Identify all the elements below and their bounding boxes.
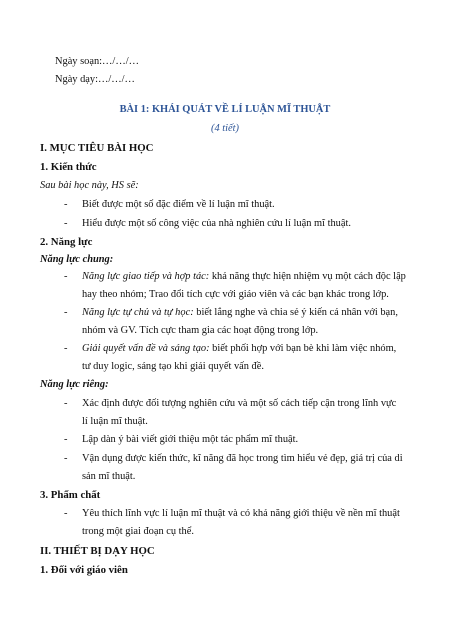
knowledge-intro: Sau bài học này, HS sẽ:: [40, 180, 139, 191]
bullet-dash: -: [64, 434, 68, 445]
general-capacity-heading: Năng lực chung:: [40, 254, 114, 265]
capacity-text: biết phối hợp với bạn bè khi làm việc nhóm,: [209, 343, 397, 354]
bullet-dash: -: [64, 453, 68, 464]
specific-capacity-heading: Năng lực riêng:: [40, 379, 109, 390]
teach-date: Ngày dạy:…/…/…: [55, 74, 135, 85]
bullet-dash: -: [64, 343, 68, 354]
specific-capacity-line: lí luận mĩ thuật.: [82, 416, 148, 427]
bullet-dash: -: [64, 398, 68, 409]
general-capacity-line: [82, 271, 406, 283]
quality-line: trong một giai đoạn cụ thể.: [82, 526, 194, 537]
general-capacity-line: nhóm và GV. Tích cực tham gia các hoạt động trong lớp.: [82, 325, 319, 336]
knowledge-item-text: Hiểu được một số công việc của nhà nghiên cứu lí luận mĩ thuật.: [82, 218, 351, 229]
capacity-heading: 2. Năng lực: [40, 236, 93, 248]
capacity-text: biết lắng nghe và chia sẻ ý kiến cá nhân với bạn,: [193, 307, 398, 318]
objectives-heading: I. MỤC TIÊU BÀI HỌC: [40, 142, 154, 154]
general-capacity-line: [82, 307, 398, 319]
bullet-dash: -: [64, 307, 68, 318]
knowledge-item-text: Biết được một số đặc điểm về lí luận mĩ thuật.: [82, 199, 275, 210]
lesson-duration: (4 tiết): [211, 123, 239, 134]
specific-capacity-line: Lập dàn ý bài viết giới thiệu một tác phẩm mĩ thuật.: [82, 434, 299, 445]
lesson-title: BÀI 1: KHÁI QUÁT VỀ LÍ LUẬN MĨ THUẬT: [119, 104, 331, 115]
bullet-dash: -: [64, 218, 68, 229]
general-capacity-line: tư duy logic, sáng tạo khi giải quyết vấn đề.: [82, 361, 264, 372]
capacity-label: Năng lực giao tiếp và hợp tác:: [82, 271, 210, 282]
teacher-equipment-heading: 1. Đối với giáo viên: [40, 564, 128, 576]
bullet-dash: -: [64, 199, 68, 210]
bullet-dash: -: [64, 508, 68, 519]
quality-line: Yêu thích lĩnh vực lí luận mĩ thuật và có khả năng giới thiệu về nền mĩ thuật: [82, 508, 400, 519]
specific-capacity-line: Xác định được đối tượng nghiên cứu và một số cách tiếp cận trong lĩnh vực: [82, 398, 397, 409]
general-capacity-line: hay theo nhóm; Trao đổi tích cực với giáo viên và các bạn khác trong lớp.: [82, 289, 389, 300]
capacity-label: Giải quyết vấn đề và sáng tạo:: [82, 343, 210, 354]
capacity-label: Năng lực tự chủ và tự học:: [82, 307, 194, 318]
knowledge-heading: 1. Kiến thức: [40, 161, 97, 173]
specific-capacity-line: Vận dụng được kiến thức, kĩ năng đã học trong tìm hiểu vẻ đẹp, giá trị của di: [82, 453, 403, 464]
equipment-heading: II. THIẾT BỊ DẠY HỌC: [40, 545, 155, 557]
capacity-text: khả năng thực hiện nhiệm vụ một cách độc lập: [209, 271, 406, 282]
bullet-dash: -: [64, 271, 68, 282]
general-capacity-line: [82, 343, 396, 355]
prep-date: Ngày soạn:…/…/…: [55, 56, 139, 67]
specific-capacity-line: sản mĩ thuật.: [82, 471, 136, 482]
quality-heading: 3. Phẩm chất: [40, 489, 101, 501]
